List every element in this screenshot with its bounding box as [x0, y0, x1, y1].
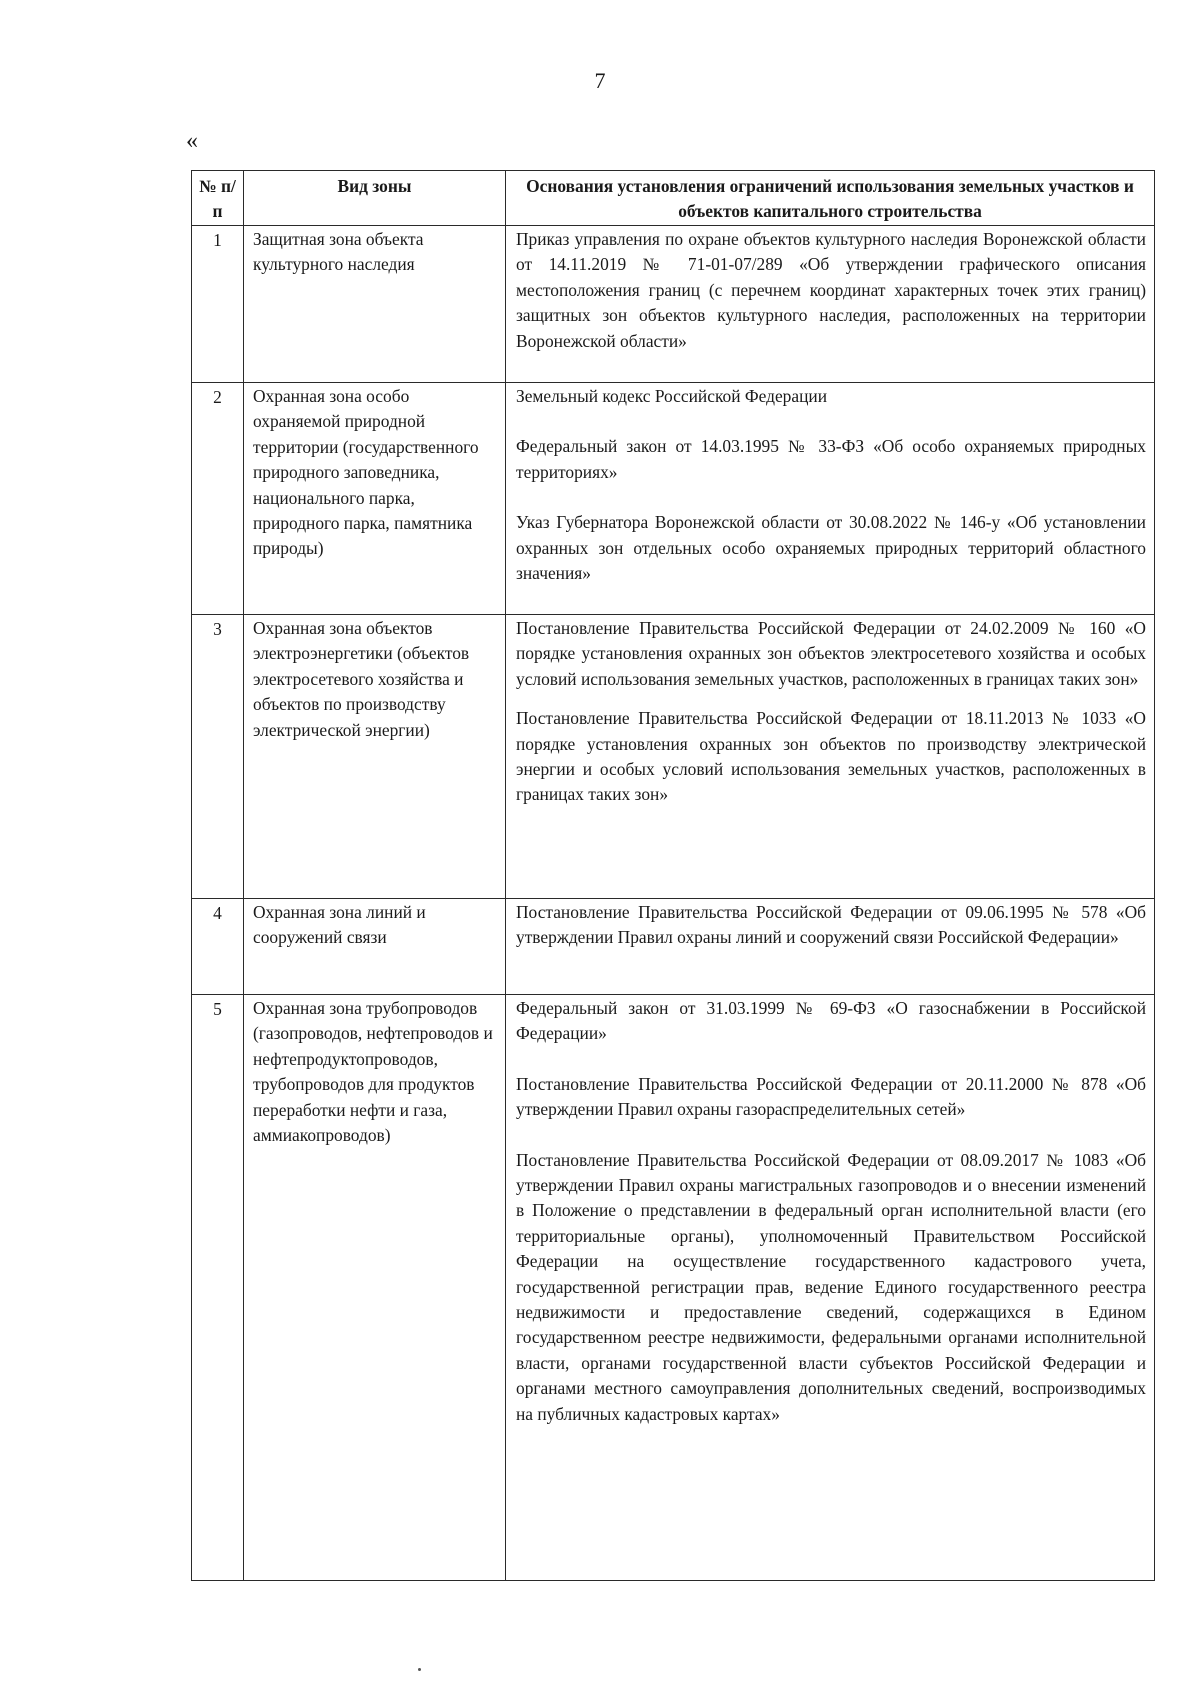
zone-type-cell: Охранная зона объектов электроэнергетики (объектов электросетевого хозяйства и объектов по производству электрической энергии): [244, 615, 506, 899]
table-row: [192, 383, 1155, 615]
header-number: № п/п: [192, 171, 244, 226]
zone-type-cell: Охранная зона трубопроводов (газопроводов, нефтепроводов и нефтепродуктопроводов, трубопроводов для продуктов переработки нефти и газа, аммиакопроводов): [244, 995, 506, 1581]
header-basis: Основания установления ограничений использования земельных участков и объектов капитального строительства: [506, 171, 1155, 226]
row-number: 2: [192, 383, 244, 615]
row-number: 3: [192, 615, 244, 899]
scan-speck: [418, 1668, 421, 1671]
basis-cell: [506, 899, 1155, 995]
zone-type-cell: Охранная зона особо охраняемой природной территории (государственного природного заповедника, национального парка, природного парка, памятника природы): [244, 383, 506, 615]
basis-paragraph: Постановление Правительства Российской Федерации от 09.06.1995 № 578 «Об утверждении Правил охраны линий и сооружений связи Российской Федерации»: [516, 902, 1146, 948]
table-header-row: [192, 171, 1155, 226]
basis-cell: [506, 383, 1155, 615]
basis-paragraph: Земельный кодекс Российской Федерации: [516, 386, 828, 406]
table-row: [192, 995, 1155, 1581]
basis-cell: [506, 615, 1155, 899]
table-row: [192, 615, 1155, 899]
basis-paragraph: Федеральный закон от 31.03.1999 № 69-ФЗ «О газоснабжении в Российской Федерации»: [516, 998, 1146, 1044]
basis-paragraph: Приказ управления по охране объектов культурного наследия Воронежской области от 14.11.2019 № 71-01-07/289 «Об утверждении графического описания местоположения границ (с перечнем координат характерных точек этих границ) защитных зон объектов культурного наследия, расположенных на территории Воронежской области»: [516, 229, 1146, 351]
basis-paragraph: Постановление Правительства Российской Федерации от 08.09.2017 № 1083 «Об утверждении Правил охраны магистральных газопроводов и о внесении изменений в Положение о представлении в федеральный орган исполнительной власти (его территориальные органы), уполномоченный Правительством Российской Федерации на осуществление государственного кадастрового учета, государственной регистрации прав, ведение Единого государственного реестра недвижимости и предоставление сведений, содержащихся в Едином государственном реестре недвижимости, федеральными органами исполнительной власти, органами государственной власти субъектов Российской Федерации и органами местного самоуправления дополнительных сведений, воспроизводимых на публичных кадастровых картах»: [516, 1149, 1146, 1424]
table-row: [192, 899, 1155, 995]
basis-paragraph: Постановление Правительства Российской Федерации от 24.02.2009 № 160 «О порядке установления охранных зон объектов электросетевого хозяйства и особых условий использования земельных участков, расположенных в границах таких зон»: [516, 618, 1146, 689]
header-zone-type: Вид зоны: [244, 171, 506, 226]
opening-quote-mark: «: [186, 128, 198, 154]
basis-paragraph: Постановление Правительства Российской Федерации от 20.11.2000 № 878 «Об утверждении Правил охраны газораспределительных сетей»: [516, 1073, 1146, 1120]
table-row: [192, 226, 1155, 383]
row-number: 1: [192, 226, 244, 383]
basis-cell: [506, 995, 1155, 1581]
basis-paragraph: Федеральный закон от 14.03.1995 № 33-ФЗ «Об особо охраняемых природных территориях»: [516, 436, 1146, 482]
zones-table: [191, 170, 1155, 1581]
basis-cell: [506, 226, 1155, 383]
basis-paragraph: Постановление Правительства Российской Федерации от 18.11.2013 № 1033 «О порядке установления охранных зон объектов по производству электрической энергии и особых условий использования земельных участков, расположенных в границах таких зон»: [516, 708, 1146, 805]
basis-paragraph: Указ Губернатора Воронежской области от 30.08.2022 № 146-у «Об установлении охранных зон отдельных особо охраняемых природных территорий областного значения»: [516, 512, 1146, 584]
row-number: 4: [192, 899, 244, 995]
row-number: 5: [192, 995, 244, 1581]
zone-type-cell: Защитная зона объекта культурного наследия: [244, 226, 506, 383]
page-number: 7: [594, 68, 606, 93]
zone-type-cell: Охранная зона линий и сооружений связи: [244, 899, 506, 995]
